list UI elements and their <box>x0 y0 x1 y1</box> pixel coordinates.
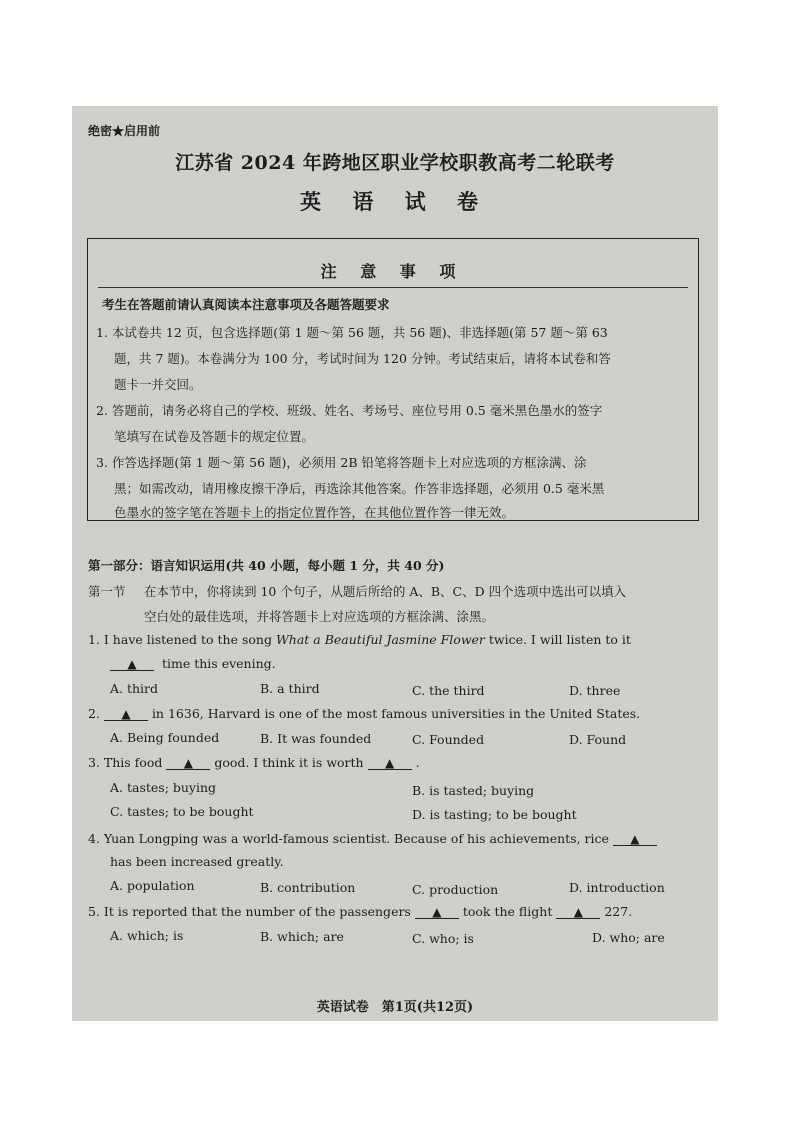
option: A. which; is <box>110 928 184 943</box>
option: D. Found <box>569 732 627 747</box>
option: C. the third <box>412 683 485 698</box>
option: A. population <box>110 878 195 893</box>
confidential-mark: 绝密★启用前 <box>88 124 161 138</box>
answer-blank: ▲ <box>104 708 148 721</box>
question-text: 1. I have listened to the song <box>88 632 276 647</box>
question-text: good. I think it is worth <box>214 755 364 770</box>
answer-blank: ▲ <box>415 906 459 919</box>
part1-heading: 第一部分：语言知识运用(共 40 小题，每小题 1 分，共 40 分) <box>88 558 445 573</box>
notice-divider <box>98 287 688 288</box>
option: D. who; are <box>592 930 665 945</box>
answer-blank: ▲ <box>110 658 154 671</box>
notice-intro: 考生在答题前请认真阅读本注意事项及各题答题要求 <box>102 297 390 312</box>
answer-blank: ▲ <box>613 833 657 846</box>
notice-line: 笔填写在试卷及答题卡的规定位置。 <box>114 429 315 444</box>
question-text: 2. <box>88 706 100 721</box>
option: D. three <box>569 683 621 698</box>
subject-title: 英 语 试 卷 <box>300 189 490 214</box>
option: B. contribution <box>260 880 356 895</box>
option: A. tastes; buying <box>110 780 217 795</box>
question-text: time this evening. <box>161 656 276 671</box>
page-footer: 英语试卷 第1页(共12页) <box>316 1000 474 1015</box>
question-2-stem <box>88 706 640 721</box>
question-5-stem <box>88 904 632 919</box>
option: D. is tasting; to be bought <box>412 807 577 822</box>
notice-line: 1. 本试卷共 12 页，包含选择题(第 1 题～第 56 题，共 56 题)、非选择题(第 57 题～第 63 <box>96 325 608 340</box>
question-text: 5. It is reported that the number of the passengers <box>88 904 411 919</box>
answer-blank: ▲ <box>556 906 600 919</box>
option: C. who; is <box>412 931 474 946</box>
exam-paper <box>72 106 718 1021</box>
answer-blank: ▲ <box>368 757 412 770</box>
question-text: 4. Yuan Longping was a world-famous scientist. Because of his achievements, rice <box>88 831 609 846</box>
notice-box <box>87 238 699 521</box>
section-instruction: 空白处的最佳选项，并将答题卡上对应选项的方框涂满、涂黑。 <box>144 609 495 624</box>
notice-line: 2. 答题前，请务必将自己的学校、班级、姓名、考场号、座位号用 0.5 毫米黑色墨水的签字 <box>96 403 603 418</box>
song-title: What a Beautiful Jasmine Flower <box>275 632 485 647</box>
option: C. production <box>412 882 499 897</box>
option: B. a third <box>260 681 320 696</box>
option: B. which; are <box>260 929 344 944</box>
question-4-stem <box>88 831 661 846</box>
option: C. Founded <box>412 732 485 747</box>
notice-line: 黑；如需改动，请用橡皮擦干净后，再选涂其他答案。作答非选择题，必须用 0.5 毫米黑 <box>114 481 605 496</box>
option: A. third <box>110 681 159 696</box>
notice-line: 题卡一并交回。 <box>114 377 202 392</box>
section-label: 第一节 <box>88 584 126 599</box>
question-3-stem <box>88 755 420 770</box>
notice-line: 3. 作答选择题(第 1 题～第 56 题)，必须用 2B 铅笔将答题卡上对应选项的方框涂满、涂 <box>96 455 587 470</box>
exam-title: 江苏省 2024 年跨地区职业学校职教高考二轮联考 <box>175 152 615 174</box>
option: B. is tasted; buying <box>412 783 535 798</box>
option: A. Being founded <box>110 730 220 745</box>
question-text: took the flight <box>462 904 553 919</box>
answer-blank: ▲ <box>166 757 210 770</box>
question-1-stem <box>88 632 631 647</box>
option: D. introduction <box>569 880 665 895</box>
option: C. tastes; to be bought <box>110 804 254 819</box>
question-text: in 1636, Harvard is one of the most famous universities in the United States. <box>151 706 641 721</box>
question-text: twice. I will listen to it <box>484 632 631 647</box>
question-text: 227. <box>604 904 633 919</box>
question-text: . <box>415 755 420 770</box>
question-4-stem-line2: has been increased greatly. <box>110 854 284 869</box>
notice-title: 注 意 事 项 <box>320 262 465 281</box>
question-1-stem-line2 <box>106 656 276 671</box>
notice-line: 题，共 7 题)。本卷满分为 100 分，考试时间为 120 分钟。考试结束后，请将本试卷和答 <box>114 351 611 366</box>
option: B. It was founded <box>260 731 372 746</box>
question-text: 3. This food <box>88 755 163 770</box>
section-instruction: 在本节中，你将读到 10 个句子，从题后所给的 A、B、C、D 四个选项中选出可以填入 <box>144 584 627 599</box>
notice-line: 色墨水的签字笔在答题卡上的指定位置作答，在其他位置作答一律无效。 <box>114 505 515 520</box>
